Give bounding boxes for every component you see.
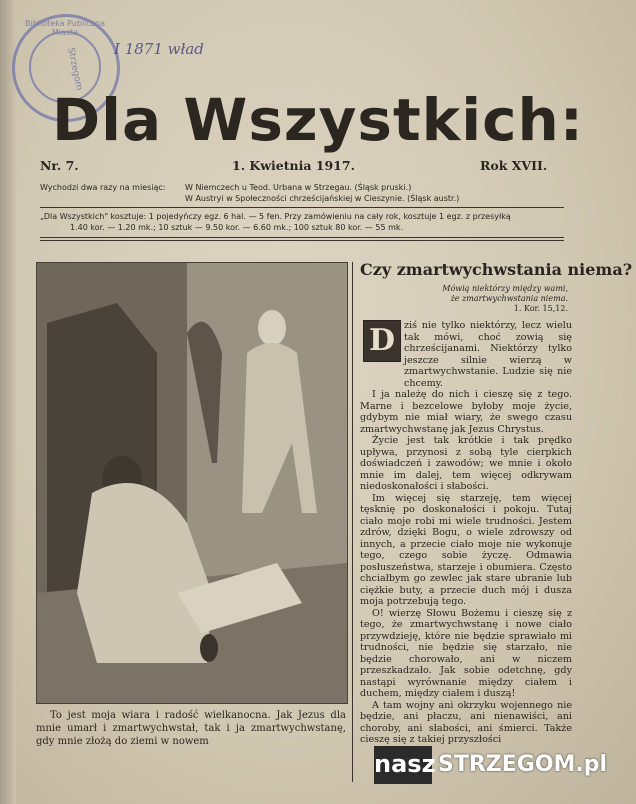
paragraph-5: O! wierzę Słowu Bożemu i cieszę się z tego, że zmartwychwstanę i nowe ciało przywdzieję, które nie będzie sprawiało mi trudności, nie będzie się starzało, nie będzie chorowało, ani w niczem przeszkadzało. Jak sobie odetchnę, gdy nastąpi wyrównanie między ciałem i duchem, między ciałem i duszą! <box>360 607 572 699</box>
left-paragraph: To jest moja wiara i radość wielkanocna. Jak Jezus dla mnie umarł i zmartwychwstał, tak i ja zmartwychwstanę, gdy mnie złożą do ziemi w nowem <box>36 710 346 747</box>
drop-cap: D <box>363 320 401 362</box>
paragraph-6: A tam wojny ani okrzyku wojennego nie będzie, ani płaczu, ani nienawiści, ani choroby, ani słabości, ani śmierci. Także cieszę się z takiej przyszłości <box>360 699 572 745</box>
issue-number: Nr. 7. <box>40 158 79 173</box>
rule-bottom <box>40 237 564 238</box>
masthead-title: Dla Wszystkich: <box>52 86 584 154</box>
issue-row <box>40 158 560 178</box>
article-body <box>360 320 572 746</box>
stamp-city: Strzegom <box>65 47 84 92</box>
oil-jar <box>200 634 218 662</box>
publication-label: Wychodzi dwa razy na miesiąc: <box>40 183 166 192</box>
christ-head <box>258 310 286 346</box>
resurrection-engraving <box>36 262 348 704</box>
paragraph-2: I ja należę do nich i cieszę się z tego. Marne i bezcelowe byłoby moje życie, gdybym nie miał wiary, że swego czasu zmartwychwstanę jak Jezus Chrystus. <box>360 389 572 435</box>
left-column-text <box>36 709 346 748</box>
handwritten-note: I 1871 wład <box>114 40 204 58</box>
paragraph-1: ziś nie tylko niektórzy, lecz wielu tak mówi, choć zowią się chrześcijanami. Niektórzy tylko jeszcze silnie wierzą w zmartwychwstanie. Ludzie się nie chcemy. <box>404 320 572 389</box>
column-divider <box>352 262 353 782</box>
paragraph-4: Im więcej się starzeję, tem więcej tęsknię po doskonałości i pokoju. Tutaj ciało moje robi mi wiele trudności. Jestem zdrów, dzięki Bogu, o wiele zdrowszy od innych, a przecie ciało moje nie wykonuje tego, czego sobie życzę. Odmawia posłuszeństwa, starzeje i obumiera. Często chciałbym go zewlec jak stare ubranie lub ciężkie buty, a przecie duch mój i dusza moja potrzebują tego. <box>360 492 572 607</box>
article-title: Czy zmartwychwstania niema? <box>360 260 633 279</box>
epigraph-reference: 1. Kor. 15,12. <box>513 304 568 313</box>
price-line-2: 1.40 kor. — 1.20 mk.; 10 sztuk — 9.50 kor. — 6.60 mk.; 100 sztuk 80 kor. — 55 mk. <box>70 223 404 232</box>
stamp-text: Biblioteka Publiczna Miasta <box>25 19 105 37</box>
publication-line-2: W Austryi w Społeczności chrześcijańskiej w Cieszynie. (Śląsk austr.) <box>185 194 460 203</box>
issue-year: Rok XVII. <box>480 158 548 173</box>
paragraph-3: Życie jest tak krótkie i tak prędko upływa, przynosi z sobą tyle cierpkich doświadczeń i zawodów; we mnie i około mnie im dalej, tem więcej odkrywam niedoskonałości i słabości. <box>360 435 572 492</box>
issue-date: 1. Kwietnia 1917. <box>232 158 355 173</box>
price-info <box>40 211 570 233</box>
epigraph-line-1: Mówią niektórzy między wami, <box>442 284 568 293</box>
rule-bottom-double <box>40 240 564 241</box>
epigraph-line-2: że zmartwychwstania niema. <box>450 294 568 303</box>
paper-edge <box>0 0 16 804</box>
rule-top <box>40 207 564 208</box>
publication-line-1: W Niemczech u Teod. Urbana w Strzegau. (Śląsk pruski.) <box>185 183 412 192</box>
article-epigraph <box>360 284 568 314</box>
watermark-text: STRZEGOM.pl <box>438 752 608 777</box>
engraving-art <box>37 263 347 703</box>
price-line-1: „Dla Wszystkich" kosztuje: 1 pojedyńczy egz. 6 hal. — 5 fen. Przy zamówieniu na cały rok, kosztuje 1 egz. z przesyłką <box>40 212 511 221</box>
watermark-box: nasz <box>374 746 432 784</box>
